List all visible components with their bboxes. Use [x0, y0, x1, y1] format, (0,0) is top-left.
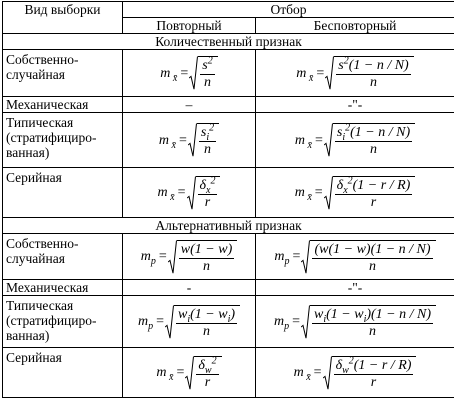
row-label-alt-mechanical: Механическая	[3, 280, 123, 296]
formula-q-random-nonrepeated: m $_{x̄}$ = $\frac{s^2(1 - n / N)}{n}$	[256, 50, 454, 97]
row-label-alt-typical: Типическая (стратифициро- ванная)	[3, 296, 123, 348]
formula-a-serial-nonrepeated: m $_{x̄}$ = $\frac{\delta_w^2(1 - r / R)}{r}$	[256, 348, 454, 398]
row-label-typical: Типическая (стратифициро- ванная)	[3, 113, 123, 168]
section-alternative: Альтернативный признак	[3, 218, 454, 234]
formula-a-serial-repeated: m $_{x̄}$ = $\frac{\delta_w^2}{r}$	[123, 348, 256, 398]
formula-q-serial-nonrepeated: m $_{x̄}$ = $\frac{\delta_x^2(1 - r / R)}{r}$	[256, 168, 454, 218]
header-sample-type: Вид выборки	[3, 2, 123, 34]
row-label-serial: Серийная	[3, 168, 123, 218]
formula-q-typical-nonrepeated: m $_{x̄}$ = $\frac{s_i^2(1 - n / N)}{n}$	[256, 113, 454, 168]
q-mech-repeated: –	[123, 97, 256, 113]
formula-q-typical-repeated: m $_{x̄}$ = $\frac{s_i^2}{n}$	[123, 113, 256, 168]
row-label-alt-random: Собственно- случайная	[3, 234, 123, 280]
row-label-random: Собственно- случайная	[3, 50, 123, 97]
q-mech-nonrepeated: -"-	[256, 97, 454, 113]
header-repeated: Повторный	[123, 18, 256, 34]
row-label-alt-serial: Серийная	[3, 348, 123, 398]
section-quantitative: Количественный признак	[3, 34, 454, 50]
header-nonrepeated: Бесповторный	[256, 18, 454, 34]
header-selection: Отбор	[123, 2, 454, 18]
a-mech-repeated: -	[123, 280, 256, 296]
formula-a-typical-nonrepeated: $m_p$ = $\frac{w_i(1 - w_i)(1 - n / N)}{n}$	[256, 296, 454, 348]
formula-q-serial-repeated: m $_{x̄}$ = $\frac{\delta_x^2}{r}$	[123, 168, 256, 218]
formula-a-random-repeated: $m_p$ = $\frac{w(1 - w)}{n}$	[123, 234, 256, 280]
sampling-error-table	[2, 1, 454, 398]
formula-a-typical-repeated: $m_p$ = $\frac{w_i(1 - w_i)}{n}$	[123, 296, 256, 348]
formula-q-random-repeated: m $_{x̄}$ = $\frac{s^2}{n}$	[123, 50, 256, 97]
row-label-mechanical: Механическая	[3, 97, 123, 113]
formula-a-random-nonrepeated: $m_p$ = $\frac{(w(1 - w)(1 - n / N)}{n}$	[256, 234, 454, 280]
a-mech-nonrepeated: -"-	[256, 280, 454, 296]
